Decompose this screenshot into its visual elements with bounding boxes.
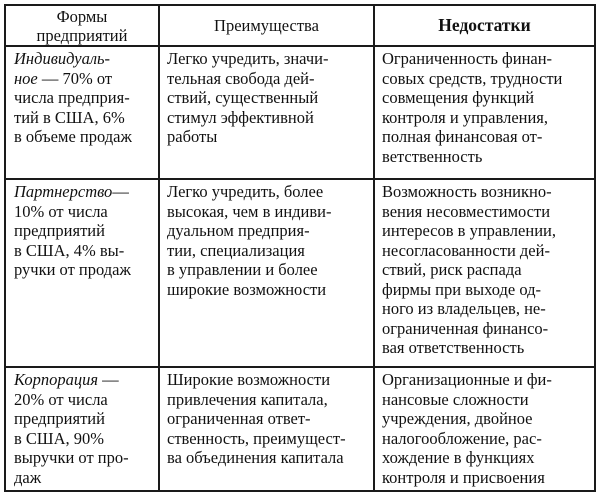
form-cell-partnership: [5, 179, 159, 367]
enterprise-forms-sheet: [4, 4, 594, 492]
form-stats: — 70% от числа предприя- тий в США, 6% в объеме продаж: [14, 68, 132, 146]
form-cell-corporation: [5, 367, 159, 491]
disadvantages-cell: Организационные и фи- нансовые сложности учреждения, двойное налогообложение, рас- хождение в функциях контроля и присвоения: [374, 367, 595, 491]
form-name: Партнерство: [14, 182, 113, 201]
advantages-cell: Легко учредить, значи- тельная свобода дей- ствий, существенный стимул эффективной работы: [159, 46, 374, 179]
header-row: [5, 5, 595, 46]
header-forms: Формы предприятий: [5, 5, 159, 46]
form-name: Корпорация: [14, 370, 98, 389]
header-advantages: Преимущества: [159, 5, 374, 46]
enterprise-forms-table: [4, 4, 596, 492]
advantages-cell: Широкие возможности привлечения капитала, ограниченная ответ- ственность, преимущест- ва объединения капитала: [159, 367, 374, 491]
advantages-cell: Легко учредить, более высокая, чем в индиви- дуальном предприя- тии, специализация в управлении и более широкие возможности: [159, 179, 374, 367]
disadvantages-cell: Ограниченность финан- совых средств, трудности совмещения функций контроля и управления, полная финансовая от- ветственность: [374, 46, 595, 179]
table-row: [5, 179, 595, 367]
form-stats: — 10% от числа предприятий в США, 4% вы- ручки от продаж: [14, 182, 131, 279]
form-name: Индивидуаль- ное: [14, 49, 111, 88]
header-disadvantages: Недостатки: [374, 5, 595, 46]
table-row: [5, 367, 595, 491]
table-row: [5, 46, 595, 179]
form-stats: — 20% от числа предприятий в США, 90% выручки от про- даж: [14, 370, 129, 487]
disadvantages-cell: Возможность возникно- вения несовместимости интересов в управлении, несогласованности дей- ствий, риск распада фирмы при выходе од- ного из владельцев, не- ограниченная финансо- вая ответственность: [374, 179, 595, 367]
form-cell-individual: [5, 46, 159, 179]
